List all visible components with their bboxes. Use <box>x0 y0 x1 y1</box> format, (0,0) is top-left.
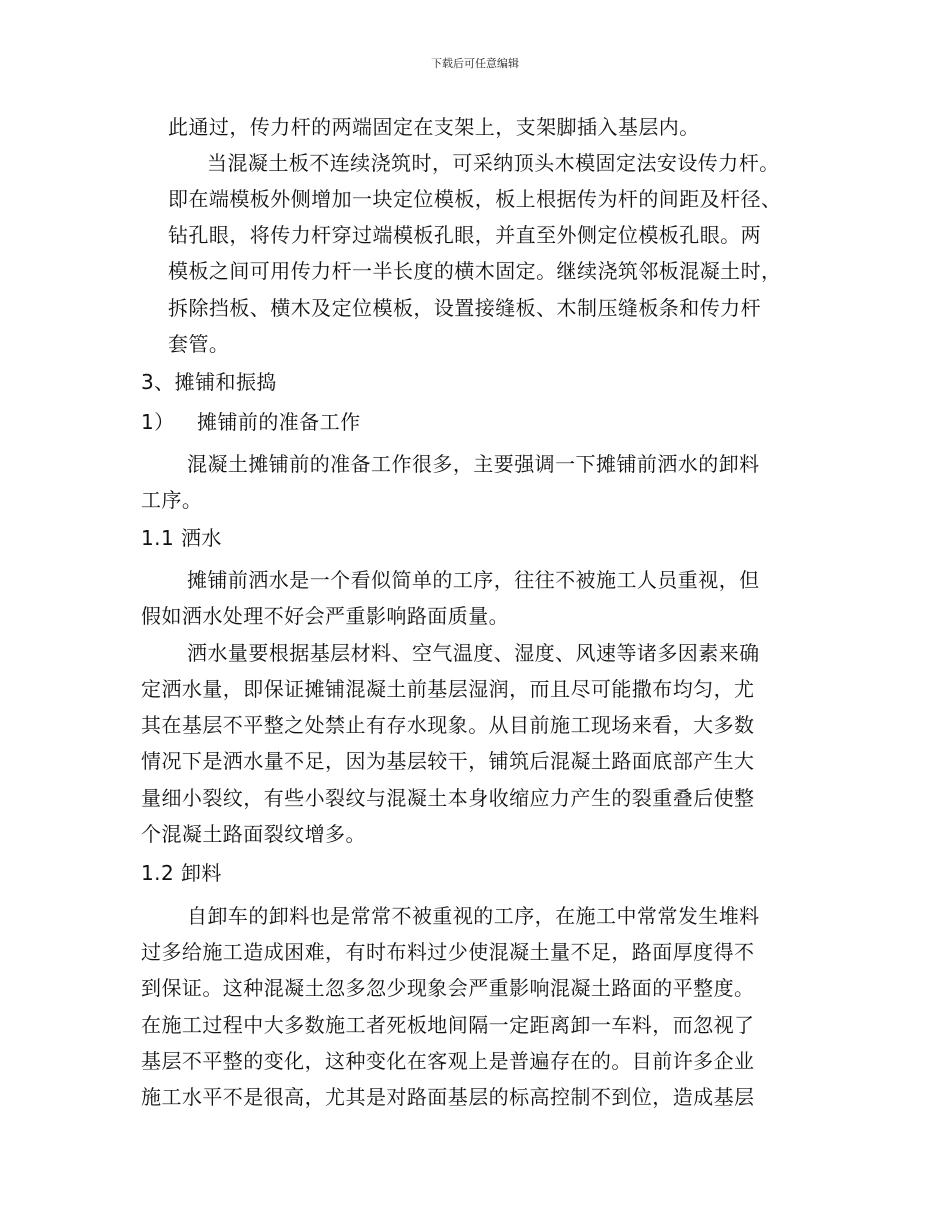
text-line: 个混凝土路面裂纹增多。 <box>141 822 366 846</box>
section-heading: 3、摊铺和振捣 <box>141 370 277 394</box>
text-line: 施工水平不是很高，尤其是对路面基层的标高控制不到位，造成基层 <box>141 1085 755 1109</box>
text-line: 拆除挡板、横木及定位模板，设置接缝板、木制压缝板条和传力杆 <box>168 296 762 320</box>
text-line: 过多给施工造成困难，有时布料过少使混凝土量不足，路面厚度得不 <box>141 940 755 964</box>
subsection-heading <box>141 409 361 435</box>
text-line: 假如洒水处理不好会严重影响路面质量。 <box>141 604 510 628</box>
subsection-heading: 1.2 卸料 <box>141 861 222 885</box>
text-line: 工序。 <box>141 488 203 512</box>
subsection-title: 摊铺前的准备工作 <box>197 410 361 434</box>
text-line: 量细小裂纹，有些小裂纹与混凝土本身收缩应力产生的裂重叠后使整 <box>141 786 755 810</box>
text-line: 基层不平整的变化，这种变化在客观上是普遍存在的。目前许多企业 <box>141 1049 755 1073</box>
page-header: 下载后可任意编辑 <box>431 57 519 70</box>
text-line: 在施工过程中大多数施工者死板地间隔一定距离卸一车料，而忽视了 <box>141 1013 755 1037</box>
paragraph-first-line: 自卸车的卸料也是常常不被重视的工序，在施工中常常发生堆料 <box>187 904 760 928</box>
paragraph-first-line: 洒水量要根据基层材料、空气温度、湿度、风速等诸多因素来确 <box>187 641 760 665</box>
text-line: 钻孔眼，将传力杆穿过端模板孔眼，并直至外侧定位模板孔眼。两 <box>168 223 762 247</box>
paragraph-first-line: 摊铺前洒水是一个看似简单的工序，往往不被施工人员重视，但 <box>187 568 760 592</box>
list-number: 1） <box>141 410 175 434</box>
text-line: 此通过，传力杆的两端固定在支架上，支架脚插入基层内。 <box>168 115 700 139</box>
text-line: 到保证。这种混凝土忽多忽少现象会严重影响混凝土路面的平整度。 <box>141 976 755 1000</box>
text-line: 情况下是洒水量不足，因为基层较干，铺筑后混凝土路面底部产生大 <box>141 749 755 773</box>
text-line: 即在端模板外侧增加一块定位模板，板上根据传为杆的间距及杆径、 <box>168 187 782 211</box>
subsection-heading: 1.1 洒水 <box>141 526 222 550</box>
text-line: 模板之间可用传力杆一半长度的横木固定。继续浇筑邻板混凝土时， <box>168 259 782 283</box>
paragraph-first-line: 当混凝土板不连续浇筑时，可采纳顶头木模固定法安设传力杆。 <box>207 151 780 175</box>
text-line: 其在基层不平整之处禁止有存水现象。从目前施工现场来看，大多数 <box>141 713 755 737</box>
paragraph-first-line: 混凝土摊铺前的准备工作很多，主要强调一下摊铺前洒水的卸料 <box>187 452 760 476</box>
text-line: 套管。 <box>168 332 230 356</box>
text-line: 定洒水量，即保证摊铺混凝土前基层湿润，而且尽可能撒布均匀，尤 <box>141 677 755 701</box>
